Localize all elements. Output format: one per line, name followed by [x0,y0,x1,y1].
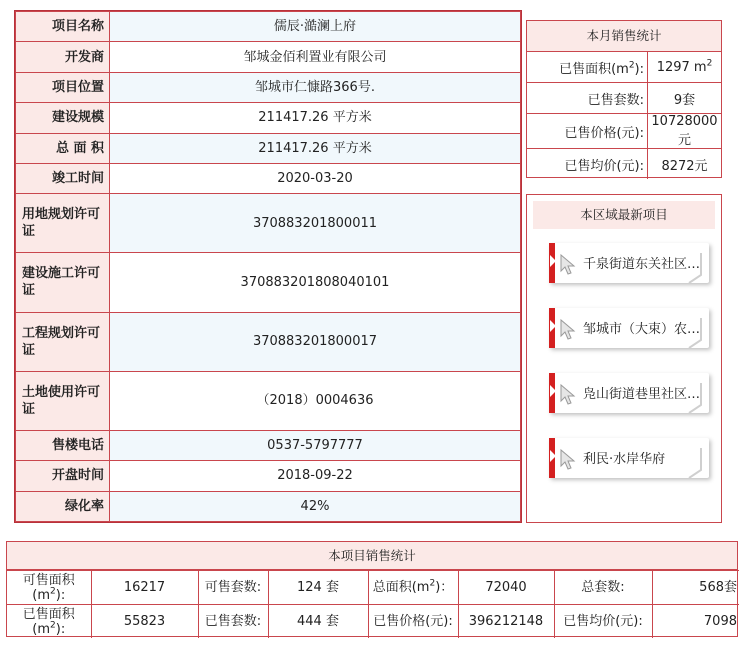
project-card [549,438,709,478]
info-row-value: 邹城市仁慷路366号. [110,72,521,102]
sold-avg-price-label: 已售均价(元): [554,605,652,639]
info-row-label: 开发商 [16,42,110,72]
available-units-label: 可售套数: [198,571,268,605]
info-row [16,163,521,193]
monthly-stat-row [527,83,721,114]
total-units-value: 568套 [652,571,739,605]
page-curl-icon [681,383,703,413]
red-arrow-icon [550,320,556,332]
info-row [16,12,521,42]
available-area-label: 可售面积$(m^2)$: [7,571,91,605]
monthly-stat-value: 10728000元 [648,114,722,149]
region-project-name: 利民·水岸华府 [583,452,666,467]
info-row-value: 42% [110,491,521,522]
available-area-value: 16217 [91,571,198,605]
sold-area-label: 已售面积$(m^2)$: [7,605,91,639]
cursor-arrow-icon [559,318,579,340]
monthly-stat-label: 已售均价(元): [527,149,648,180]
info-row-value: 2020-03-20 [110,163,521,193]
sold-avg-price-value: 7098 [652,605,739,639]
cursor-arrow-icon [559,448,579,470]
info-row-value: 0537-5797777 [110,430,521,460]
project-info-table [14,10,522,523]
info-row-value: 370883201808040101 [110,253,521,312]
monthly-sales-stats [526,20,722,178]
info-row [16,103,521,133]
monthly-stat-value: 8272元 [648,149,722,180]
region-project-link[interactable] [545,302,713,352]
sales-row-available [7,571,739,605]
info-row [16,461,521,491]
info-row-label: 绿化率 [16,491,110,522]
region-latest-projects [526,194,722,523]
sold-price-label: 已售价格(元): [368,605,458,639]
info-row-value: 211417.26 平方米 [110,133,521,163]
available-units-value: 124 套 [268,571,368,605]
monthly-stat-row [527,149,721,180]
sold-area-value: 55823 [91,605,198,639]
info-row-label: 建设施工许可证 [16,253,110,312]
cursor-arrow-icon [559,253,579,275]
info-row [16,133,521,163]
project-card [549,243,709,283]
page-curl-icon [681,253,703,283]
total-area-label: 总面积$(m^2)$： [368,571,458,605]
monthly-stat-label: 已售价格(元): [527,114,648,149]
project-card [549,308,709,348]
info-row [16,42,521,72]
total-area-value: 72040 [458,571,554,605]
info-row-value: 370883201800017 [110,312,521,371]
region-project-link[interactable] [545,432,713,482]
sales-stats-title: 本项目销售统计 [7,542,737,570]
info-row-label: 总 面 积 [16,133,110,163]
monthly-stat-value: 9套 [648,83,722,114]
monthly-stat-row [527,52,721,83]
red-arrow-icon [550,255,556,267]
info-row-value: 370883201800011 [110,194,521,253]
info-row-value: 儒辰·澔澜上府 [110,12,521,42]
region-project-link[interactable] [545,367,713,417]
info-row [16,430,521,460]
region-project-name: 凫山街道巷里社区… [583,387,701,402]
info-row [16,72,521,102]
info-row-label: 售楼电话 [16,430,110,460]
sold-units-label: 已售套数: [198,605,268,639]
region-projects-title: 本区域最新项目 [533,201,715,229]
sold-price-value: 396212148 [458,605,554,639]
monthly-stats-title: 本月销售统计 [527,21,721,52]
region-project-link[interactable] [545,237,713,287]
monthly-stat-label: 已售面积$(m^2)$: [527,52,648,83]
info-row-value: 邹城金佰利置业有限公司 [110,42,521,72]
total-units-label: 总套数: [554,571,652,605]
info-row-label: 土地使用许可证 [16,371,110,430]
info-row-label: 工程规划许可证 [16,312,110,371]
info-row [16,491,521,522]
info-row-value: 2018-09-22 [110,461,521,491]
region-project-name: 邹城市（大束）农… [583,322,701,337]
project-sales-stats [6,541,738,637]
cursor-arrow-icon [559,383,579,405]
info-row-label: 开盘时间 [16,461,110,491]
info-row-value: （2018）0004636 [110,371,521,430]
monthly-stat-value: 1297 $m^2$ [656,58,713,75]
info-row [16,371,521,430]
page-curl-icon [681,318,703,348]
page-curl-icon [681,448,703,478]
info-row [16,194,521,253]
sales-row-sold [7,605,739,639]
info-row [16,253,521,312]
red-arrow-icon [550,385,556,397]
info-row-value: 211417.26 平方米 [110,103,521,133]
monthly-stat-row [527,114,721,149]
info-row [16,312,521,371]
red-arrow-icon [550,450,556,462]
project-card [549,373,709,413]
monthly-stat-label: 已售套数: [527,83,648,114]
info-row-label: 项目名称 [16,12,110,42]
region-project-name: 千泉街道东关社区… [583,257,701,272]
info-row-label: 建设规模 [16,103,110,133]
info-row-label: 竣工时间 [16,163,110,193]
info-row-label: 用地规划许可证 [16,194,110,253]
info-row-label: 项目位置 [16,72,110,102]
sold-units-value: 444 套 [268,605,368,639]
